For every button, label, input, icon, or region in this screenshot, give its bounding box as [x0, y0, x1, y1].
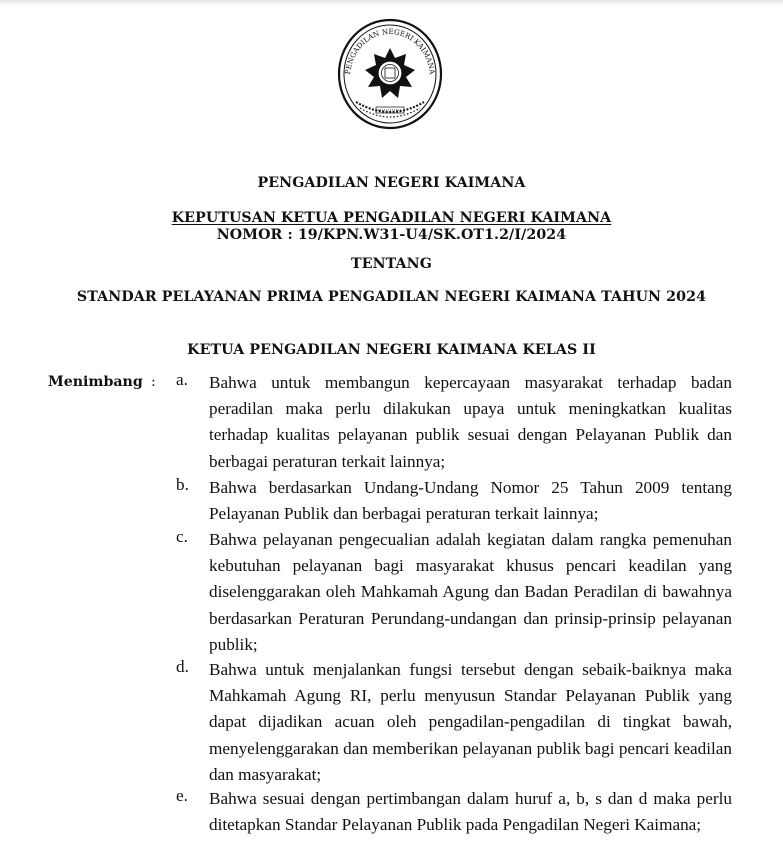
item-text: Bahwa untuk menjalankan fungsi tersebut dengan sebaik-baiknya maka Mahkamah Agung RI, perlu menyusun Standar Pelayanan Publik yang dapat dijadikan acuan oleh pengadilan-pengadilan di tingkat bawah, menyelenggarakan dan memberikan pelayanan publik bagi pencari keadilan dan masyarakat;	[209, 660, 732, 784]
item-text: Bahwa pelayanan pengecualian adalah kegiatan dalam rangka pemenuhan kebutuhan pelayanan bagi masyarakat khusus pencari keadilan yang diselenggarakan oleh Mahkamah Agung dan Badan Peradilan di bawahnya berdasarkan Peraturan Perundang-undangan dan prinsip-prinsip pelayanan publik;	[209, 530, 732, 654]
item-text: Bahwa untuk membangun kepercayaan masyarakat terhadap badan peradilan maka perlu dilakukan upaya untuk meningkatkan kualitas terhadap kualitas pelayanan publik sesuai dengan Pelayanan Publik dan berbagai peraturan terkait lainnya;	[209, 373, 732, 471]
considering-item	[176, 475, 732, 527]
considering-item	[176, 527, 732, 658]
considering-item	[176, 786, 732, 838]
about-heading: TENTANG	[351, 256, 432, 272]
considering-label: Menimbang	[48, 374, 143, 390]
court-seal-emblem-icon	[336, 18, 444, 130]
item-letter: b.	[176, 475, 189, 494]
item-letter: d.	[176, 657, 189, 676]
decree-title-text: KEPUTUSAN KETUA PENGADILAN NEGERI KAIMANA	[171, 210, 612, 226]
institution-heading: PENGADILAN NEGERI KAIMANA	[257, 175, 526, 191]
item-text: Bahwa berdasarkan Undang-Undang Nomor 25 Tahun 2009 tentang Pelayanan Publik dan berbagai peraturan terkait lainnya;	[209, 478, 732, 524]
page-top-shadow	[0, 0, 783, 6]
considering-item	[176, 370, 732, 475]
decree-title	[0, 210, 783, 226]
emblem-arc-text: PENGADILAN NEGERI KAIMANA	[343, 26, 437, 75]
decree-number: NOMOR : 19/KPN.W31-U4/SK.OT1.2/I/2024	[216, 227, 567, 243]
item-letter: a.	[176, 370, 188, 389]
item-letter: e.	[176, 786, 188, 805]
issuer-heading: KETUA PENGADILAN NEGERI KAIMANA KELAS II	[187, 342, 596, 358]
item-letter: c.	[176, 527, 188, 546]
considering-colon: :	[151, 374, 156, 390]
item-text: Bahwa sesuai dengan pertimbangan dalam huruf a, b, s dan d maka perlu ditetapkan Standar Pelayanan Publik pada Pengadilan Negeri Kaimana;	[209, 789, 732, 835]
decree-subject: STANDAR PELAYANAN PRIMA PENGADILAN NEGERI KAIMANA TAHUN 2024	[76, 289, 707, 305]
considering-item	[176, 657, 732, 788]
